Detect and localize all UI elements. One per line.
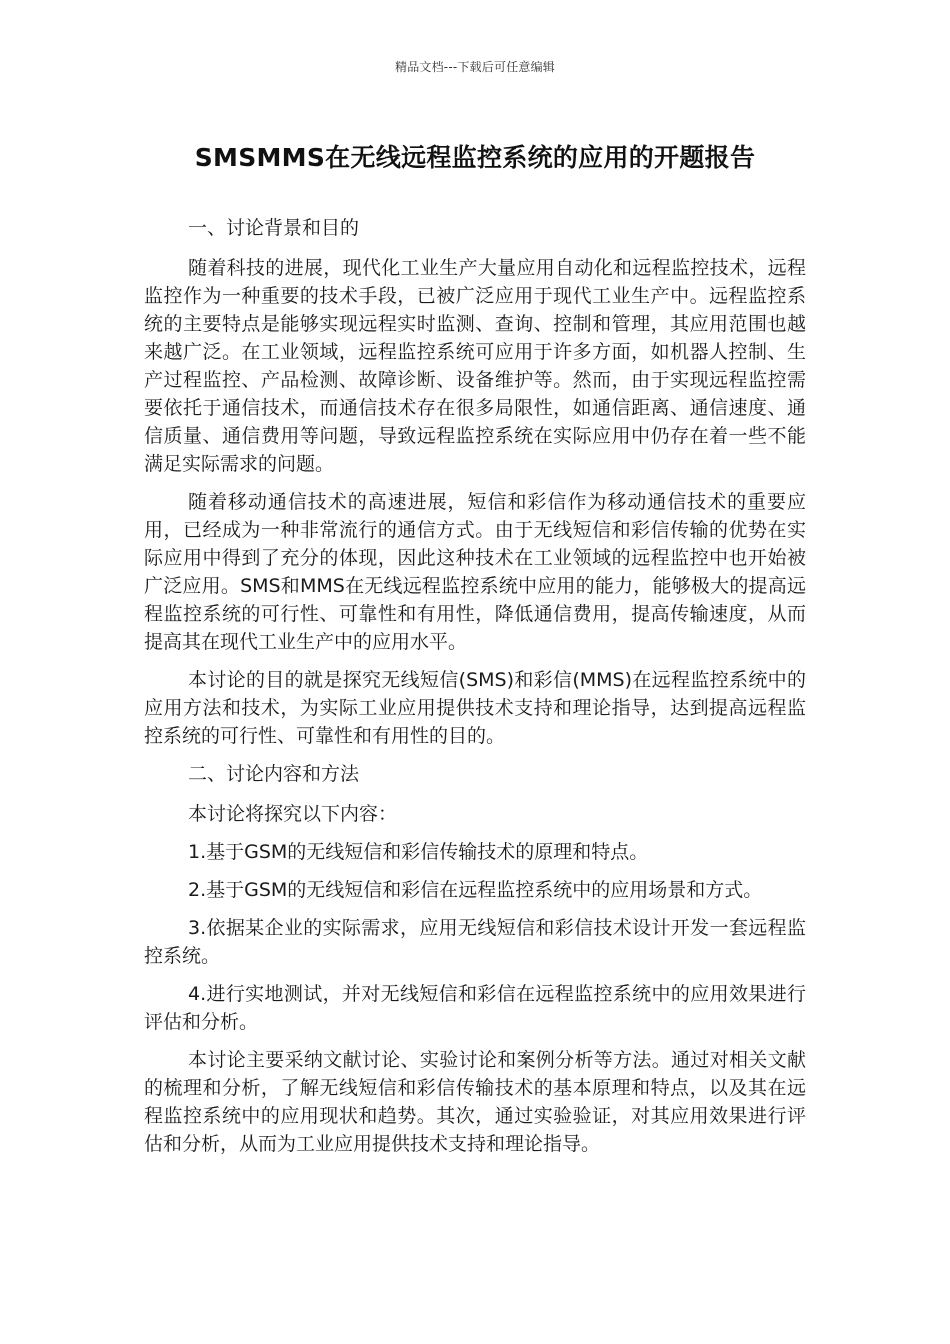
- list-item-4: 4.进行实地测试，并对无线短信和彩信在远程监控系统中的应用效果进行评估和分析。: [144, 983, 806, 1033]
- paragraph-purpose: 本讨论的目的就是探究无线短信(SMS)和彩信(MMS)在远程监控系统中的应用方法和技术，为实际工业应用提供技术支持和理论指导，达到提高远程监控系统的可行性、可靠性和有用性的目的。: [144, 669, 806, 747]
- list-item-2: 2.基于GSM的无线短信和彩信在远程监控系统中的应用场景和方式。: [188, 879, 763, 901]
- paragraph-content-intro: 本讨论将探究以下内容：: [188, 803, 398, 825]
- paragraph-methods: 本讨论主要采纳文献讨论、实验讨论和案例分析等方法。通过对相关文献的梳理和分析，了解无线短信和彩信传输技术的基本原理和特点，以及其在远程监控系统中的应用现状和趋势。其次，通过实验验证，对其应用效果进行评估和分析，从而为工业应用提供技术支持和理论指导。: [144, 1049, 806, 1155]
- list-item-1: 1.基于GSM的无线短信和彩信传输技术的原理和特点。: [188, 841, 649, 863]
- document-body: [144, 214, 806, 1168]
- paragraph-background-2: 随着移动通信技术的高速进展，短信和彩信作为移动通信技术的重要应用，已经成为一种非常流行的通信方式。由于无线短信和彩信传输的优势在实际应用中得到了充分的体现，因此这种技术在工业领域的远程监控中也开始被广泛应用。SMS和MMS在无线远程监控系统中应用的能力，能够极大的提高远程监控系统的可行性、可靠性和有用性，降低通信费用，提高传输速度，从而提高其在现代工业生产中的应用水平。: [144, 491, 806, 653]
- paragraph-background-1: 随着科技的进展，现代化工业生产大量应用自动化和远程监控技术，远程监控作为一种重要的技术手段，已被广泛应用于现代工业生产中。远程监控系统的主要特点是能够实现远程实时监测、查询、控制和管理，其应用范围也越来越广泛。在工业领域，远程监控系统可应用于许多方面，如机器人控制、生产过程监控、产品检测、故障诊断、设备维护等。然而，由于实现远程监控需要依托于通信技术，而通信技术存在很多局限性，如通信距离、通信速度、通信质量、通信费用等问题，导致远程监控系统在实际应用中仍存在着一些不能满足实际需求的问题。: [144, 257, 806, 475]
- section-heading-2: 二、讨论内容和方法: [188, 763, 360, 785]
- document-title: SMSMMS在无线远程监控系统的应用的开题报告: [194, 143, 756, 172]
- header-note: 精品文档---下载后可任意编辑: [395, 60, 555, 74]
- list-item-3: 3.依据某企业的实际需求，应用无线短信和彩信技术设计开发一套远程监控系统。: [144, 917, 806, 967]
- section-heading-1: 一、讨论背景和目的: [188, 217, 360, 239]
